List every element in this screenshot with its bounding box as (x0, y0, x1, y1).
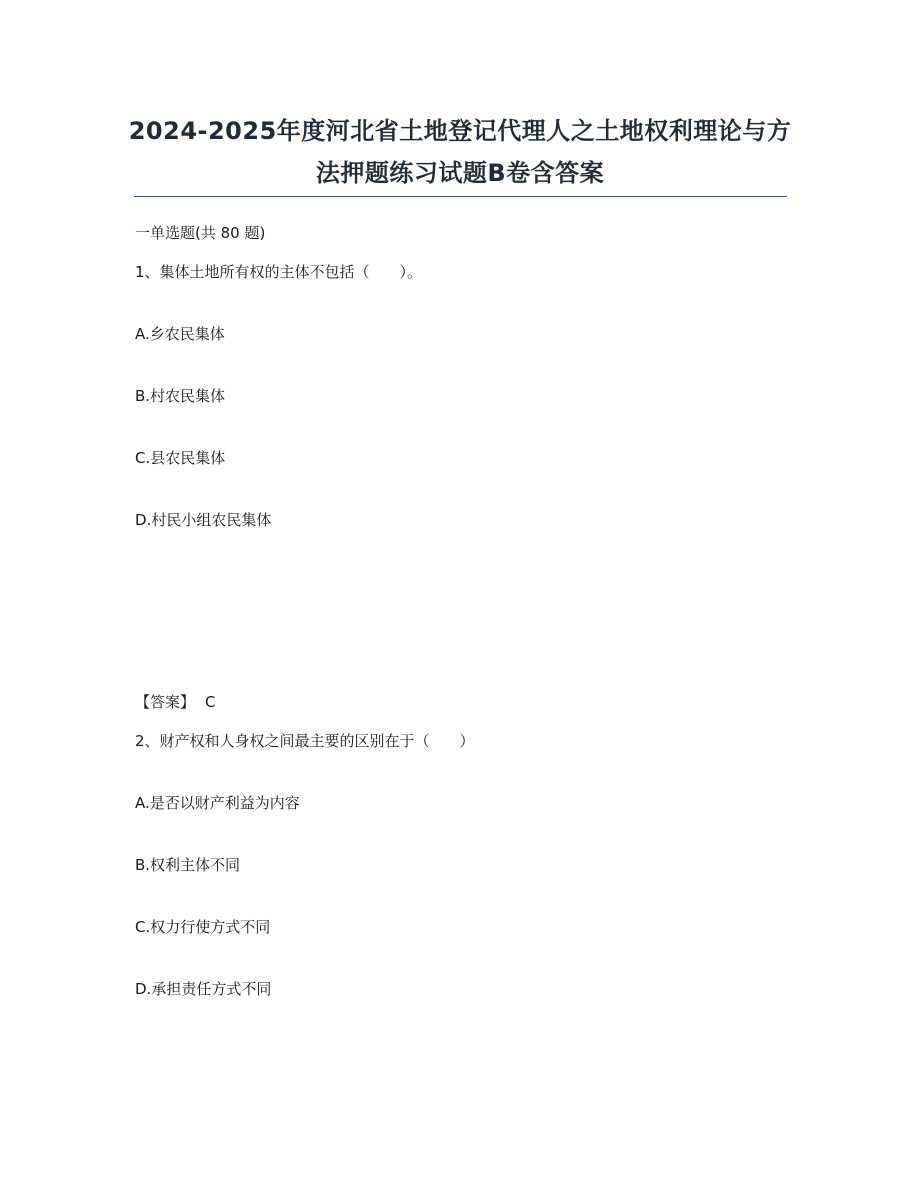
question-1-stem: 1、集体土地所有权的主体不包括（ ）。 (135, 263, 423, 281)
answer-label: 【答案】 (135, 693, 196, 711)
question-2-stem: 2、财产权和人身权之间最主要的区别在于（ ） (135, 732, 475, 750)
section-heading: 一单选题(共 80 题) (135, 224, 266, 242)
question-1-option-c: C.县农民集体 (135, 449, 226, 467)
question-1-option-b: B.村农民集体 (135, 387, 226, 405)
question-2-option-a: A.是否以财产利益为内容 (135, 794, 300, 812)
title-divider (134, 196, 787, 197)
question-1-option-d: D.村民小组农民集体 (135, 511, 272, 529)
document-title-line-2: 法押题练习试题B卷含答案 (315, 159, 605, 187)
question-2-option-d: D.承担责任方式不同 (135, 980, 272, 998)
document-title-line-1: 2024-2025年度河北省土地登记代理人之土地权利理论与方 (128, 117, 792, 145)
question-1-option-a: A.乡农民集体 (135, 325, 225, 343)
question-2-option-c: C.权力行使方式不同 (135, 918, 271, 936)
question-1-answer (135, 692, 216, 712)
document-title (125, 110, 795, 194)
answer-value: C (205, 693, 216, 711)
question-2-option-b: B.权利主体不同 (135, 856, 241, 874)
